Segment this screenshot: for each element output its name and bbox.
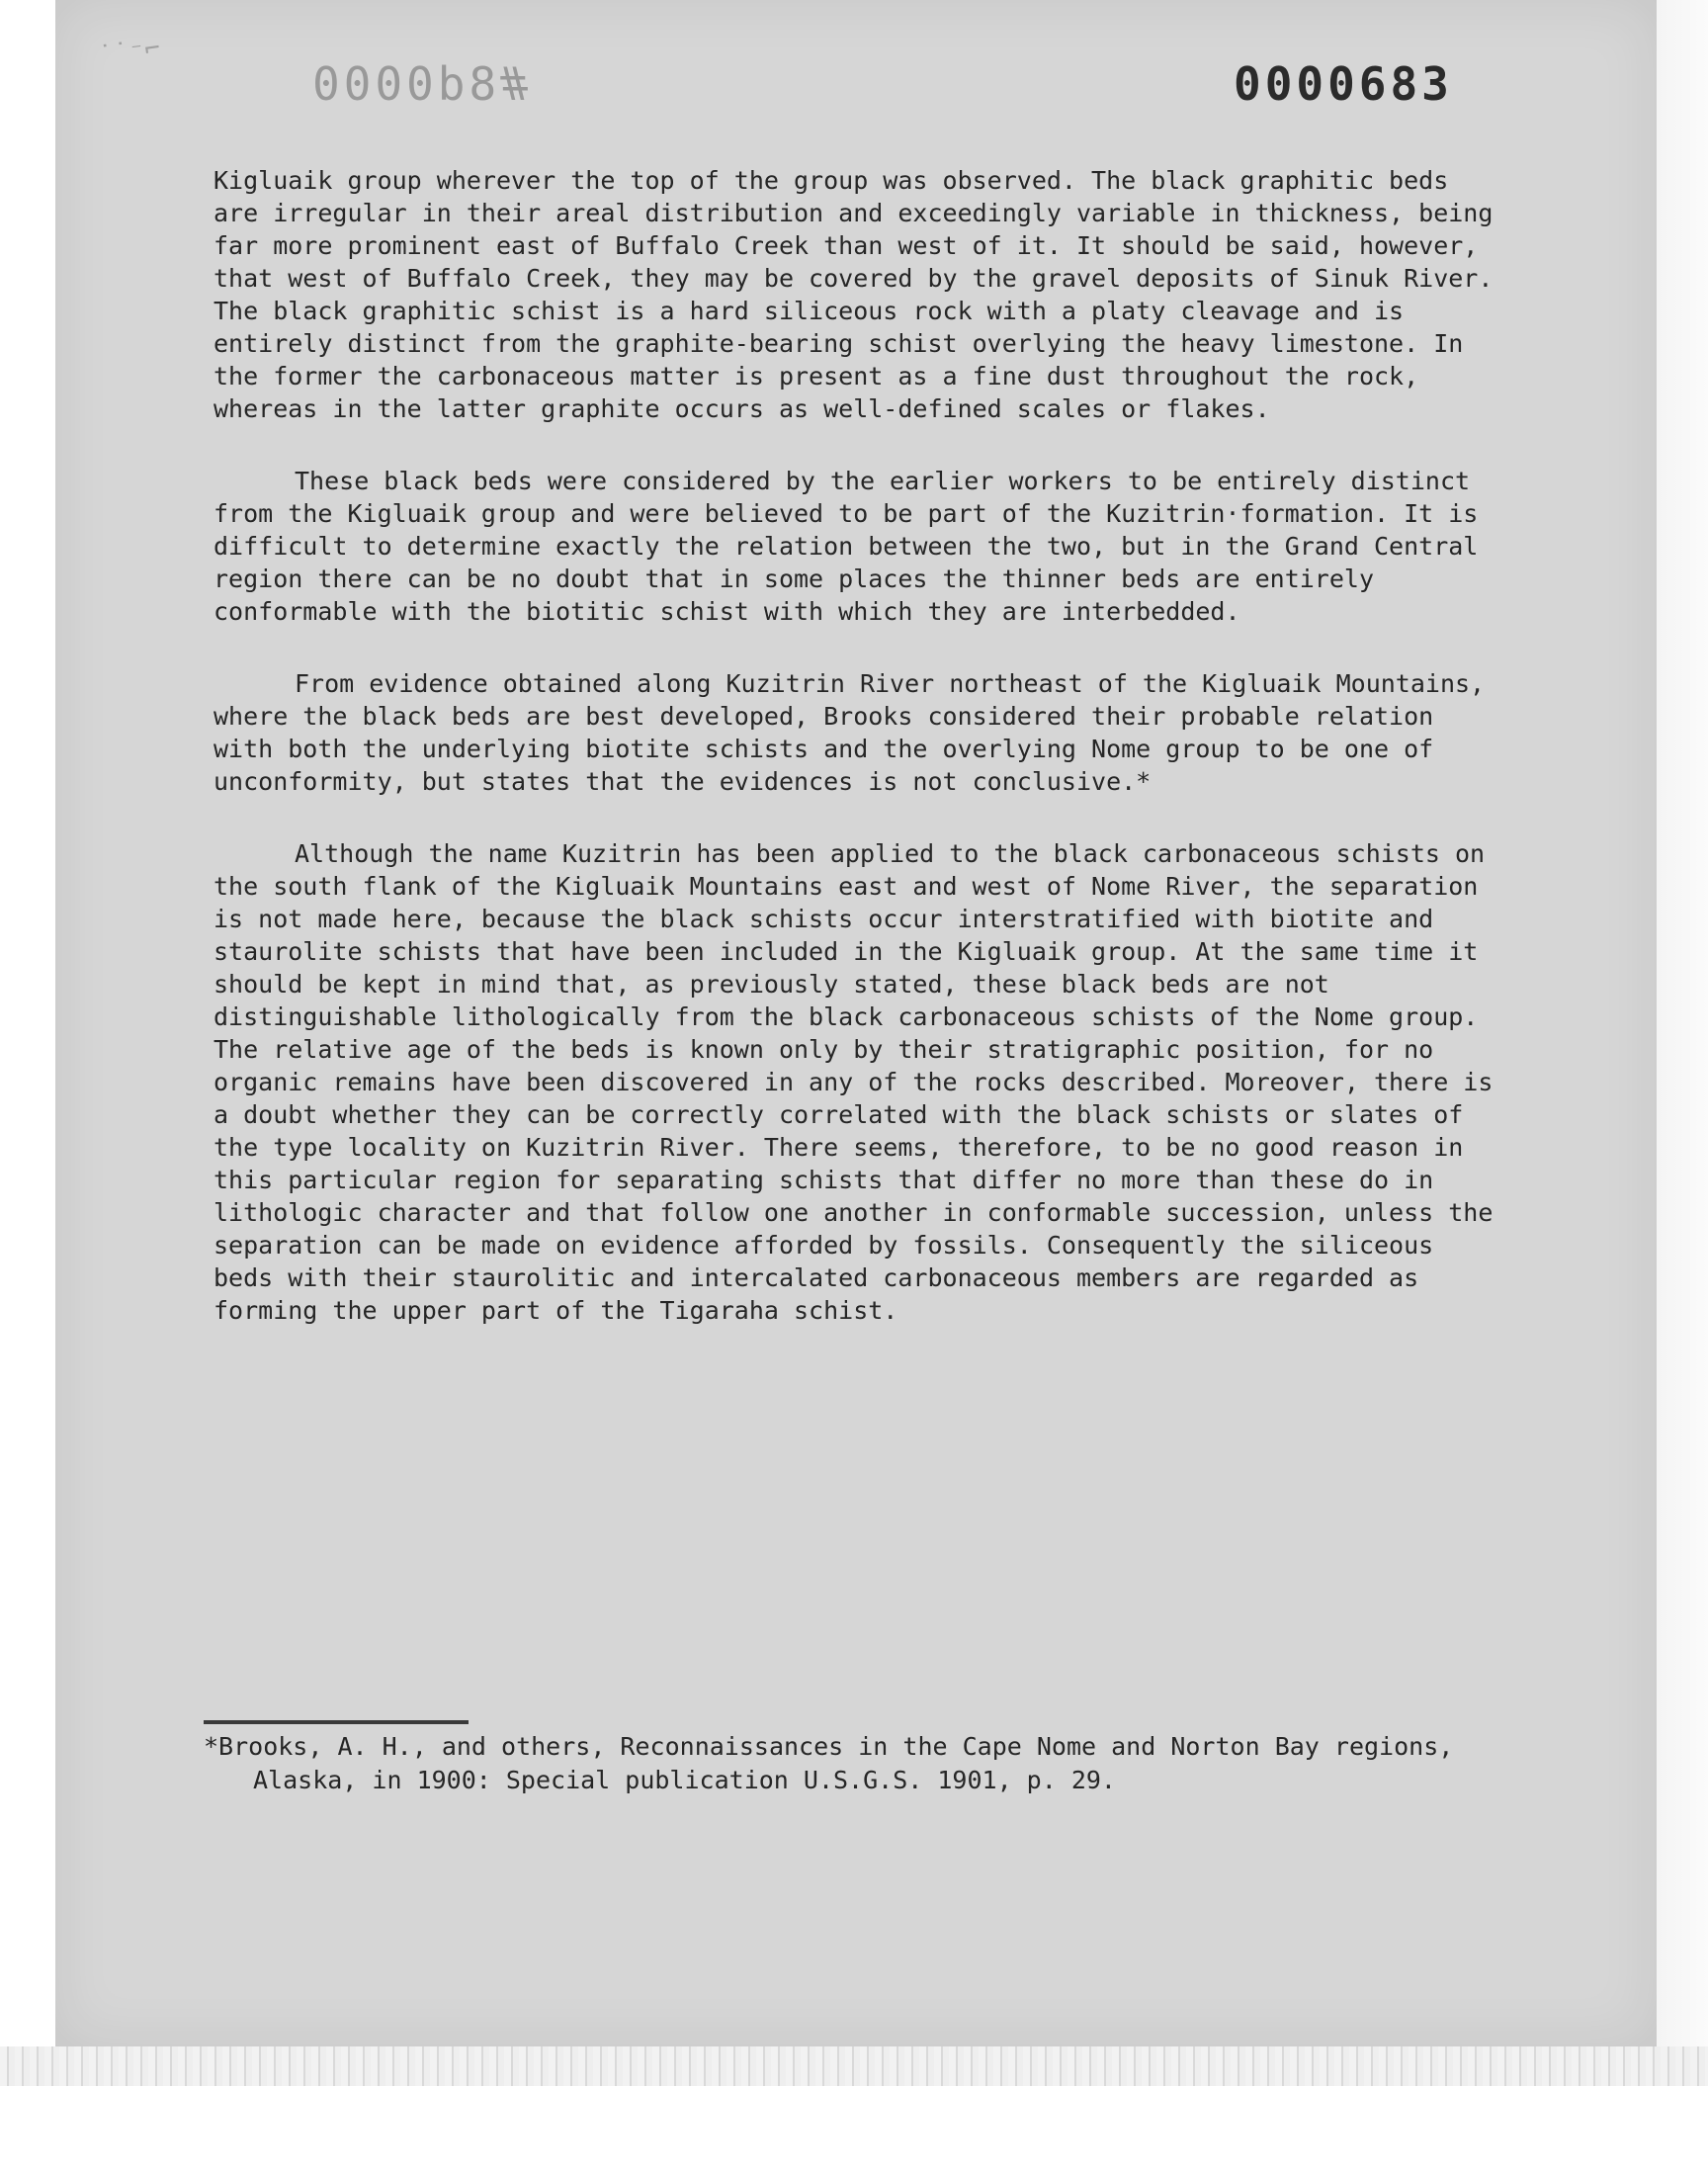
document-body	[214, 164, 1498, 1366]
paragraph-4: Although the name Kuzitrin has been applied to the black carbonaceous schists on the south flank of the Kigluaik Mountains east and west of Nome River, the separation is not made here, because the black schists occur interstratified with biotite and staurolite schists that have been included in the Kigluaik group. At the same time it should be kept in mind that, as previously stated, these black beds are not distinguishable lithologically from the black carbonaceous schists of the Nome group. The relative age of the beds is known only by their stratigraphic position, for no organic remains have been discovered in any of the rocks described. Moreover, there is a doubt whether they can be correctly correlated with the black schists or slates of the type locality on Kuzitrin River. There seems, therefore, to be no good reason in this particular region for separating schists that differ no more than these do in lithologic character and that follow one another in conformable succession, unless the separation can be made on evidence afforded by fossils. Consequently the siliceous beds with their staurolitic and intercalated carbonaceous members are regarded as forming the upper part of the Tigaraha schist.	[214, 839, 1494, 1325]
mirrored-page-number-stamp: #8d0000	[308, 57, 528, 111]
paragraph-2: These black beds were considered by the earlier workers to be entirely distinct from the Kigluaik group and were believed to be part of the Kuzitrin·formation. It is difficult to determine exactly the relation between the two, but in the Grand Central region there can be no doubt that in some places the thinner beds are entirely conformable with the biotitic schist with which they are interbedded.	[214, 467, 1479, 626]
paragraph-1: Kigluaik group wherever the top of the group was observed. The black graphitic beds are irregular in their areal distribution and exceedingly variable in thickness, being far more prominent east of Buffalo Creek than west of it. It should be said, however, that west of Buffalo Creek, they may be covered by the gravel deposits of Sinuk River. The black graphitic schist is a hard siliceous rock with a platy cleavage and is entirely distinct from the graphite-bearing schist overlying the heavy limestone. In the former the carbonaceous matter is present as a fine dust throughout the rock, whereas in the latter graphite occurs as well-defined scales or flakes.	[214, 166, 1494, 423]
scan-border	[0, 2046, 1708, 2086]
paragraph-3: From evidence obtained along Kuzitrin River northeast of the Kigluaik Mountains, where the black beds are best developed, Brooks considered their probable relation with both the underlying biotite schists and the overlying Nome group to be one of unconformity, but states that the evidences is not conclusive.*	[214, 669, 1486, 796]
page-edge	[1657, 0, 1708, 2086]
footnote-divider	[204, 1720, 469, 1724]
page-number-stamp: 0000683	[1234, 57, 1453, 111]
footnote: *Brooks, A. H., and others, Reconnaissances in the Cape Nome and Norton Bay regions, Alaska, in 1900: Special publication U.S.G.S. 1901, p. 29.	[204, 1732, 1454, 1794]
scan-margin	[0, 2086, 1708, 2175]
scan-smudge: ˙˙⁻⌐	[96, 33, 162, 72]
